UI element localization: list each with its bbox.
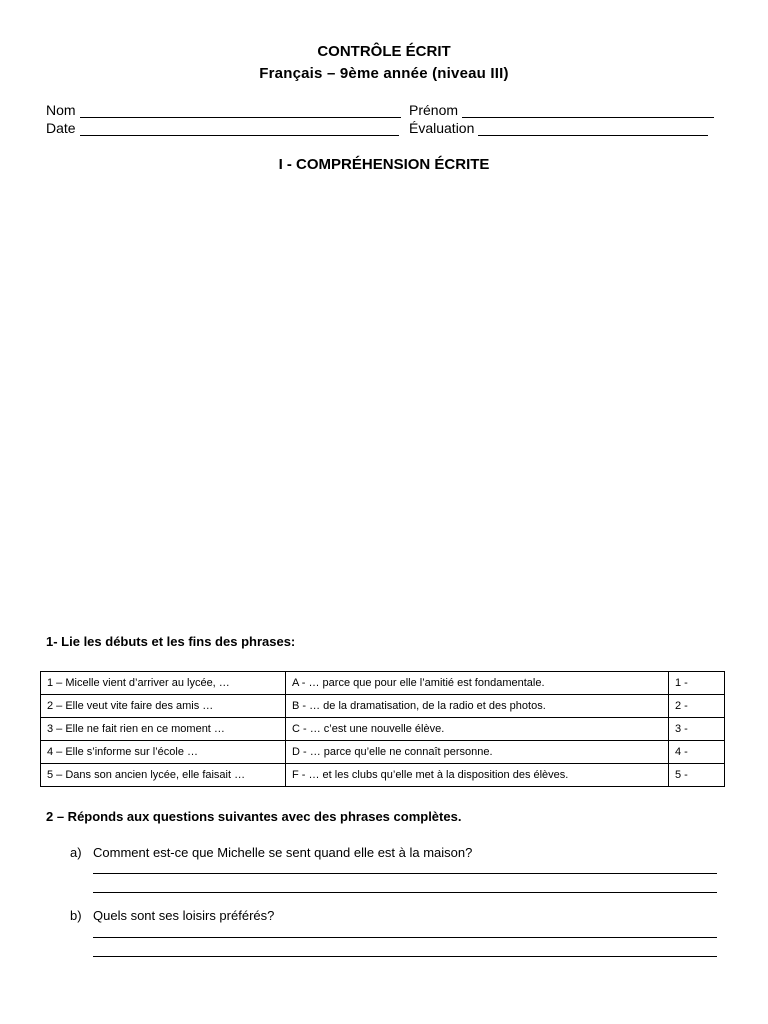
answer-line[interactable]: [93, 892, 717, 893]
prenom-field: [409, 102, 714, 118]
question-a-letter: a): [70, 845, 82, 860]
date-field: [46, 120, 399, 136]
table-row: [41, 741, 725, 764]
sentence-end-cell: C - … c’est une nouvelle élève.: [286, 718, 669, 741]
sentence-end-cell: A - … parce que pour elle l’amitié est fondamentale.: [286, 672, 669, 695]
document-subtitle: Français – 9ème année (niveau III): [259, 65, 509, 82]
date-label: Date: [46, 120, 76, 136]
answer-cell[interactable]: 1 -: [669, 672, 725, 695]
nom-field: [46, 102, 401, 118]
evaluation-field: [409, 120, 708, 136]
table-row: [41, 695, 725, 718]
table-row: [41, 764, 725, 787]
sentence-start-cell: 1 – Micelle vient d’arriver au lycée, …: [41, 672, 286, 695]
date-blank[interactable]: [80, 121, 399, 136]
document-title: CONTRÔLE ÉCRIT: [317, 43, 451, 60]
question-b-text: Quels sont ses loisirs préférés?: [93, 908, 275, 923]
prenom-label: Prénom: [409, 102, 459, 118]
table-row: [41, 672, 725, 695]
section-title: I - COMPRÉHENSION ÉCRITE: [278, 156, 490, 173]
sentence-start-cell: 2 – Elle veut vite faire des amis …: [41, 695, 286, 718]
nom-label: Nom: [46, 102, 76, 118]
sentence-start-cell: 4 – Elle s’informe sur l’école …: [41, 741, 286, 764]
answer-cell[interactable]: 4 -: [669, 741, 725, 764]
answer-line[interactable]: [93, 937, 717, 938]
question-b-letter: b): [70, 908, 82, 923]
answer-cell[interactable]: 5 -: [669, 764, 725, 787]
answer-line[interactable]: [93, 873, 717, 874]
nom-blank[interactable]: [80, 103, 401, 118]
sentence-start-cell: 5 – Dans son ancien lycée, elle faisait …: [41, 764, 286, 787]
sentence-end-cell: B - … de la dramatisation, de la radio et des photos.: [286, 695, 669, 718]
evaluation-blank[interactable]: [478, 121, 708, 136]
sentence-end-cell: D - … parce qu’elle ne connaît personne.: [286, 741, 669, 764]
sentence-start-cell: 3 – Elle ne fait rien en ce moment …: [41, 718, 286, 741]
question-a-text: Comment est-ce que Michelle se sent quand elle est à la maison?: [93, 845, 473, 860]
matching-table: [40, 671, 725, 787]
table-row: [41, 718, 725, 741]
question-1-title: 1- Lie les débuts et les fins des phrases:: [46, 634, 296, 649]
answer-cell[interactable]: 2 -: [669, 695, 725, 718]
evaluation-label: Évaluation: [409, 120, 475, 136]
answer-cell[interactable]: 3 -: [669, 718, 725, 741]
question-2-title: 2 – Réponds aux questions suivantes avec des phrases complètes.: [46, 809, 462, 824]
answer-line[interactable]: [93, 956, 717, 957]
sentence-end-cell: F - … et les clubs qu’elle met à la disposition des élèves.: [286, 764, 669, 787]
prenom-blank[interactable]: [462, 103, 714, 118]
